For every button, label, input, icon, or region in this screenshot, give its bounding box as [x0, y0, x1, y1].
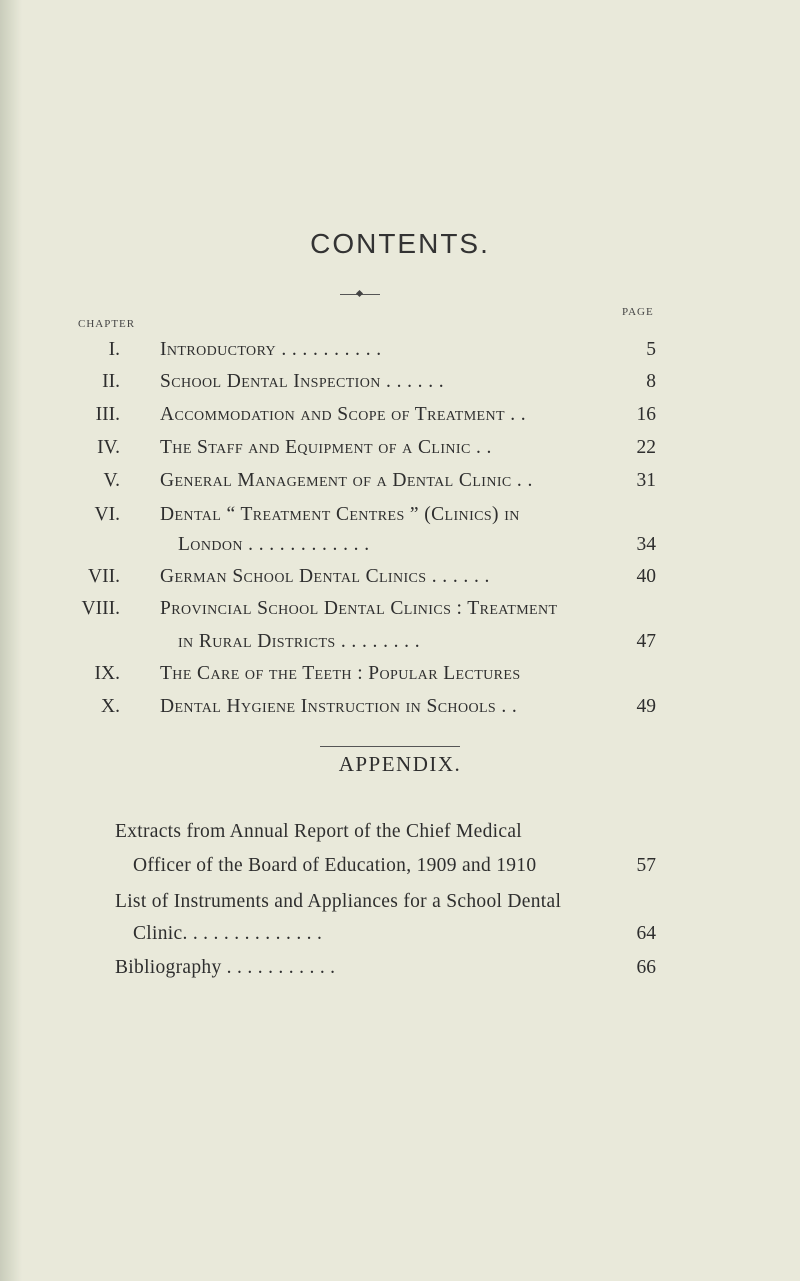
chapter-title: General Management of a Dental Clinic . .	[160, 470, 533, 491]
chapter-title: Introductory . . . . . . . . . .	[160, 339, 382, 360]
chapter-number: VII.	[88, 566, 120, 587]
page-number: 40	[636, 566, 656, 587]
page-number: 31	[636, 470, 656, 491]
page-number: 64	[636, 923, 656, 944]
appendix-entry-text: Officer of the Board of Education, 1909 and 1910	[133, 855, 537, 876]
appendix-entry-text: Bibliography . . . . . . . . . . .	[115, 957, 336, 978]
chapter-number: V.	[103, 470, 120, 491]
chapter-number: II.	[102, 371, 120, 392]
chapter-title: German School Dental Clinics . . . . . .	[160, 566, 490, 587]
chapter-number: VIII.	[81, 598, 120, 619]
page-number: 5	[646, 339, 656, 360]
chapter-number: IX.	[94, 663, 120, 684]
chapter-title-continuation: London . . . . . . . . . . . .	[178, 534, 370, 555]
appendix-entry-text: Clinic. . . . . . . . . . . . . .	[133, 923, 323, 944]
chapter-title: The Staff and Equipment of a Clinic . .	[160, 437, 492, 458]
page-number: 47	[636, 631, 656, 652]
page-title: CONTENTS.	[310, 228, 490, 259]
ornament-divider	[340, 294, 380, 295]
page-number: 57	[636, 855, 656, 876]
page-number: 49	[636, 696, 656, 717]
page-number: 16	[636, 404, 656, 425]
chapter-title: Provincial School Dental Clinics : Treatment	[160, 598, 558, 619]
chapter-title-continuation: in Rural Districts . . . . . . . .	[178, 631, 420, 652]
page-number: 8	[646, 371, 656, 392]
page-number: 66	[636, 957, 656, 978]
page-number: 22	[636, 437, 656, 458]
page-column-label: PAGE	[622, 306, 654, 318]
chapter-title: Accommodation and Scope of Treatment . .	[160, 404, 527, 425]
chapter-title: Dental Hygiene Instruction in Schools . .	[160, 696, 518, 717]
chapter-title: Dental “ Treatment Centres ” (Clinics) in	[160, 504, 520, 525]
chapter-number: VI.	[94, 504, 120, 525]
appendix-entry-text: Extracts from Annual Report of the Chief Medical	[115, 821, 522, 842]
appendix-entry-text: List of Instruments and Appliances for a School Dental	[115, 891, 562, 912]
chapter-title: The Care of the Teeth : Popular Lectures	[160, 663, 521, 684]
chapter-number: IV.	[97, 437, 120, 458]
chapter-column-label: CHAPTER	[78, 318, 136, 330]
chapter-number: III.	[95, 404, 120, 425]
page-number: 34	[636, 534, 656, 555]
chapter-title: School Dental Inspection . . . . . .	[160, 371, 445, 392]
appendix-title: APPENDIX.	[338, 752, 462, 776]
section-rule	[320, 746, 460, 747]
chapter-number: X.	[101, 696, 120, 717]
chapter-number: I.	[108, 339, 120, 360]
page-binding-edge	[0, 0, 22, 1281]
